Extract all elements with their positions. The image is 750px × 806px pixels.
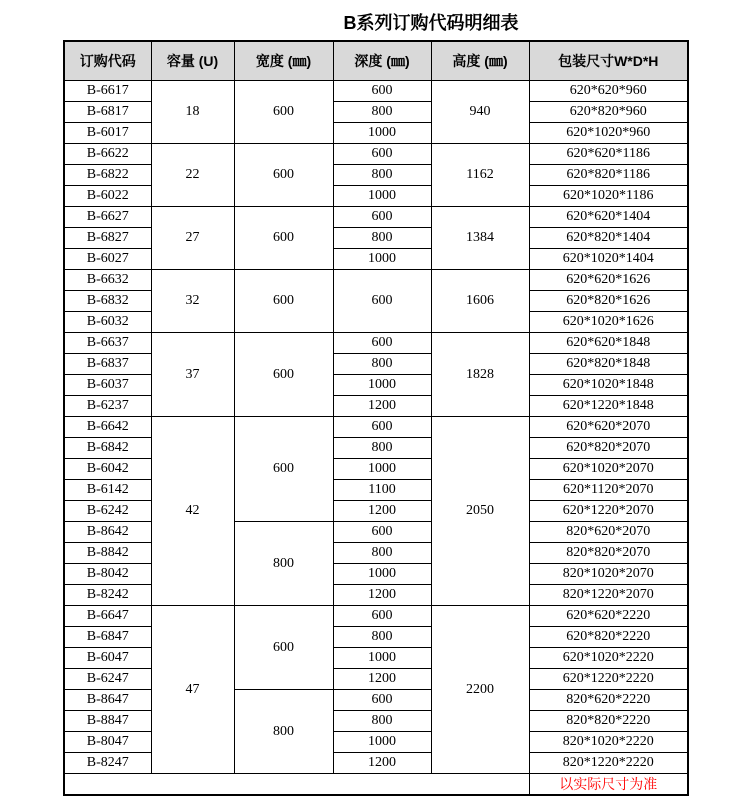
width-cell: 600 xyxy=(234,144,333,207)
order-code-cell: B-6627 xyxy=(64,207,151,228)
depth-cell: 1000 xyxy=(333,375,431,396)
depth-cell: 1200 xyxy=(333,753,431,774)
order-code-cell: B-6037 xyxy=(64,375,151,396)
depth-cell: 1000 xyxy=(333,459,431,480)
table-row xyxy=(64,81,688,102)
order-code-cell: B-6632 xyxy=(64,270,151,291)
height-cell: 2050 xyxy=(431,417,529,606)
table-row xyxy=(64,144,688,165)
order-code-cell: B-8242 xyxy=(64,585,151,606)
depth-cell: 600 xyxy=(333,81,431,102)
order-code-cell: B-6027 xyxy=(64,249,151,270)
package-cell: 620*1020*2220 xyxy=(529,648,688,669)
depth-cell: 1000 xyxy=(333,564,431,585)
header-depth: 深度 (㎜) xyxy=(333,41,431,81)
width-cell: 600 xyxy=(234,333,333,417)
package-cell: 620*1020*960 xyxy=(529,123,688,144)
order-code-cell: B-8842 xyxy=(64,543,151,564)
package-cell: 820*1220*2070 xyxy=(529,585,688,606)
package-cell: 620*1020*1626 xyxy=(529,312,688,333)
width-cell: 600 xyxy=(234,81,333,144)
header-capacity: 容量 (U) xyxy=(151,41,234,81)
order-code-cell: B-6622 xyxy=(64,144,151,165)
height-cell: 1384 xyxy=(431,207,529,270)
width-cell: 600 xyxy=(234,417,333,522)
table-row xyxy=(64,270,688,291)
height-cell: 1162 xyxy=(431,144,529,207)
order-code-cell: B-6827 xyxy=(64,228,151,249)
capacity-cell: 42 xyxy=(151,417,234,606)
height-cell: 940 xyxy=(431,81,529,144)
order-code-cell: B-8647 xyxy=(64,690,151,711)
package-cell: 620*1220*2220 xyxy=(529,669,688,690)
depth-cell: 1000 xyxy=(333,648,431,669)
package-cell: 620*820*1186 xyxy=(529,165,688,186)
order-code-cell: B-6017 xyxy=(64,123,151,144)
package-cell: 620*1220*1848 xyxy=(529,396,688,417)
order-code-cell: B-6832 xyxy=(64,291,151,312)
footer-row xyxy=(64,774,688,796)
height-cell: 1606 xyxy=(431,270,529,333)
depth-cell: 1000 xyxy=(333,123,431,144)
order-code-table xyxy=(63,40,689,796)
width-cell: 600 xyxy=(234,270,333,333)
package-cell: 620*620*1186 xyxy=(529,144,688,165)
order-code-cell: B-6242 xyxy=(64,501,151,522)
capacity-cell: 22 xyxy=(151,144,234,207)
table-row xyxy=(64,333,688,354)
package-cell: 620*820*960 xyxy=(529,102,688,123)
depth-cell: 800 xyxy=(333,354,431,375)
package-cell: 820*1220*2220 xyxy=(529,753,688,774)
page-title: B系列订购代码明细表 xyxy=(343,13,519,33)
order-code-cell: B-6237 xyxy=(64,396,151,417)
table-row xyxy=(64,606,688,627)
package-cell: 620*1020*1848 xyxy=(529,375,688,396)
depth-cell: 800 xyxy=(333,438,431,459)
package-cell: 620*820*1626 xyxy=(529,291,688,312)
package-cell: 620*820*2070 xyxy=(529,438,688,459)
depth-cell: 800 xyxy=(333,228,431,249)
depth-cell: 1000 xyxy=(333,249,431,270)
table-row xyxy=(64,417,688,438)
table-row xyxy=(64,207,688,228)
order-code-cell: B-6837 xyxy=(64,354,151,375)
height-cell: 2200 xyxy=(431,606,529,774)
depth-cell: 1000 xyxy=(333,732,431,753)
order-code-cell: B-8247 xyxy=(64,753,151,774)
package-cell: 620*1020*1404 xyxy=(529,249,688,270)
depth-cell: 800 xyxy=(333,711,431,732)
depth-cell: 1100 xyxy=(333,480,431,501)
depth-cell: 600 xyxy=(333,606,431,627)
package-cell: 620*1220*2070 xyxy=(529,501,688,522)
package-cell: 820*820*2220 xyxy=(529,711,688,732)
width-cell: 800 xyxy=(234,522,333,606)
package-cell: 620*620*960 xyxy=(529,81,688,102)
order-code-cell: B-6142 xyxy=(64,480,151,501)
order-code-cell: B-6042 xyxy=(64,459,151,480)
order-code-cell: B-6032 xyxy=(64,312,151,333)
package-cell: 820*820*2070 xyxy=(529,543,688,564)
depth-cell: 600 xyxy=(333,270,431,333)
depth-cell: 600 xyxy=(333,522,431,543)
depth-cell: 1200 xyxy=(333,585,431,606)
depth-cell: 600 xyxy=(333,333,431,354)
order-code-cell: B-8642 xyxy=(64,522,151,543)
package-cell: 620*620*1626 xyxy=(529,270,688,291)
depth-cell: 1000 xyxy=(333,186,431,207)
capacity-cell: 18 xyxy=(151,81,234,144)
order-code-cell: B-6647 xyxy=(64,606,151,627)
depth-cell: 600 xyxy=(333,690,431,711)
order-code-cell: B-6637 xyxy=(64,333,151,354)
order-code-cell: B-6817 xyxy=(64,102,151,123)
package-cell: 620*820*2220 xyxy=(529,627,688,648)
footer-empty-cell xyxy=(64,774,529,796)
header-package-size: 包装尺寸W*D*H xyxy=(529,41,688,81)
order-code-cell: B-6842 xyxy=(64,438,151,459)
package-cell: 820*620*2070 xyxy=(529,522,688,543)
package-cell: 620*820*1848 xyxy=(529,354,688,375)
order-code-cell: B-8047 xyxy=(64,732,151,753)
depth-cell: 800 xyxy=(333,543,431,564)
capacity-cell: 37 xyxy=(151,333,234,417)
package-cell: 620*1020*1186 xyxy=(529,186,688,207)
depth-cell: 800 xyxy=(333,102,431,123)
width-cell: 800 xyxy=(234,690,333,774)
package-cell: 620*820*1404 xyxy=(529,228,688,249)
footer-note: 以实际尺寸为准 xyxy=(529,774,688,796)
order-code-cell: B-8847 xyxy=(64,711,151,732)
depth-cell: 800 xyxy=(333,627,431,648)
width-cell: 600 xyxy=(234,207,333,270)
depth-cell: 600 xyxy=(333,144,431,165)
depth-cell: 600 xyxy=(333,417,431,438)
height-cell: 1828 xyxy=(431,333,529,417)
capacity-cell: 47 xyxy=(151,606,234,774)
order-code-cell: B-6822 xyxy=(64,165,151,186)
package-cell: 820*620*2220 xyxy=(529,690,688,711)
depth-cell: 1200 xyxy=(333,501,431,522)
order-code-cell: B-6022 xyxy=(64,186,151,207)
order-code-cell: B-6247 xyxy=(64,669,151,690)
capacity-cell: 27 xyxy=(151,207,234,270)
order-code-cell: B-6617 xyxy=(64,81,151,102)
package-cell: 820*1020*2070 xyxy=(529,564,688,585)
package-cell: 620*620*1848 xyxy=(529,333,688,354)
package-cell: 620*620*2070 xyxy=(529,417,688,438)
package-cell: 620*620*1404 xyxy=(529,207,688,228)
header-order-code: 订购代码 xyxy=(64,41,151,81)
order-code-cell: B-8042 xyxy=(64,564,151,585)
depth-cell: 600 xyxy=(333,207,431,228)
order-code-cell: B-6047 xyxy=(64,648,151,669)
package-cell: 820*1020*2220 xyxy=(529,732,688,753)
header-width: 宽度 (㎜) xyxy=(234,41,333,81)
capacity-cell: 32 xyxy=(151,270,234,333)
width-cell: 600 xyxy=(234,606,333,690)
package-cell: 620*620*2220 xyxy=(529,606,688,627)
order-code-cell: B-6847 xyxy=(64,627,151,648)
package-cell: 620*1120*2070 xyxy=(529,480,688,501)
header-height: 高度 (㎜) xyxy=(431,41,529,81)
depth-cell: 800 xyxy=(333,165,431,186)
package-cell: 620*1020*2070 xyxy=(529,459,688,480)
order-code-cell: B-6642 xyxy=(64,417,151,438)
depth-cell: 1200 xyxy=(333,396,431,417)
depth-cell: 1200 xyxy=(333,669,431,690)
header-row xyxy=(64,41,688,81)
